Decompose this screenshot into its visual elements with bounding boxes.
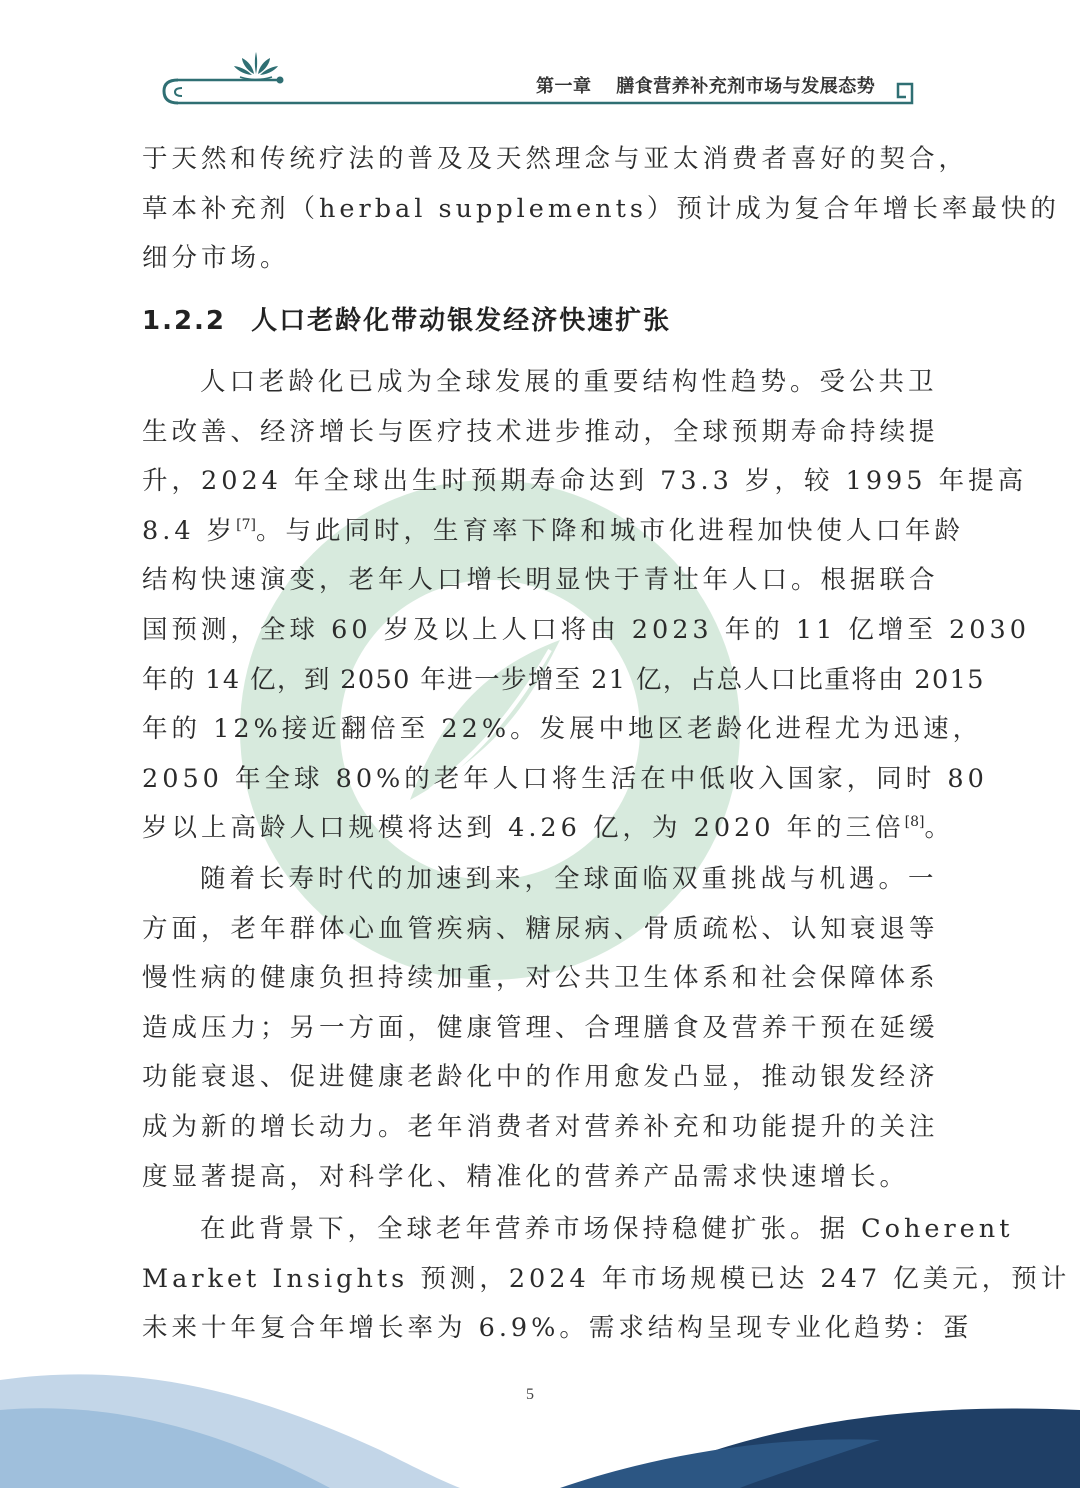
text-line: 细分市场。	[142, 243, 290, 274]
text-fragment: 8.4 岁	[142, 515, 237, 546]
text-line: 年的 12%接近翻倍至 22%。发展中地区老龄化进程尤为迅速，	[142, 714, 983, 745]
section-heading	[142, 300, 671, 337]
footer-wave-decoration	[0, 1340, 1080, 1488]
text-line: 人口老龄化已成为全球发展的重要结构性趋势。受公共卫	[200, 367, 938, 397]
intro-paragraph	[142, 135, 1060, 284]
text-line: 造成压力；另一方面，健康管理、合理膳食及营养干预在延缓	[142, 1012, 939, 1043]
text-line: 国预测，全球 60 岁及以上人口将由 2023 年的 11 亿增至 2030	[142, 614, 1030, 645]
text-line: 成为新的增长动力。老年消费者对营养补充和功能提升的关注	[142, 1111, 939, 1142]
text-line	[142, 804, 954, 854]
text-line: 生改善、经济增长与医疗技术进步推动，全球预期寿命持续提	[142, 416, 939, 447]
citation-ref: [7]	[236, 516, 257, 533]
text-line: 在此背景下，全球老年营养市场保持稳健扩张。据 Coherent	[200, 1214, 1014, 1244]
text-fragment: 。	[924, 813, 954, 844]
paragraph-aging-trend	[142, 358, 1030, 854]
page-number: 5	[526, 1386, 534, 1403]
text-line: Market Insights 预测，2024 年市场规模已达 247 亿美元，预计	[142, 1263, 1071, 1294]
section-number: 1.2.2	[142, 306, 227, 336]
text-line: 度显著提高，对科学化、精准化的营养产品需求快速增长。	[142, 1161, 910, 1192]
running-head	[536, 72, 896, 98]
citation-ref: [8]	[904, 814, 925, 831]
paragraph-longevity-challenges	[142, 855, 939, 1202]
text-line	[142, 507, 965, 557]
paragraph-senior-nutrition-market	[142, 1205, 1071, 1354]
chapter-number: 第一章	[536, 76, 592, 97]
text-line: 结构快速演变，老年人口增长明显快于青壮年人口。根据联合	[142, 565, 939, 596]
text-fragment: 。与此同时，生育率下降和城市化进程加快使人口年龄	[256, 515, 965, 546]
text-line: 草本补充剂（herbal supplements）预计成为复合年增长率最快的	[142, 193, 1060, 224]
header-ornament	[0, 0, 1080, 120]
chapter-title: 膳食营养补充剂市场与发展态势	[616, 76, 876, 97]
text-line: 方面，老年群体心血管疾病、糖尿病、骨质疏松、认知衰退等	[142, 913, 939, 944]
text-line: 慢性病的健康负担持续加重，对公共卫生体系和社会保障体系	[142, 963, 939, 994]
text-line: 升，2024 年全球出生时预期寿命达到 73.3 岁，较 1995 年提高	[142, 466, 1028, 497]
text-line: 年的 14 亿，到 2050 年进一步增至 21 亿，占总人口比重将由 2015	[142, 664, 985, 695]
lotus-icon	[234, 52, 278, 80]
text-line: 于天然和传统疗法的普及及天然理念与亚太消费者喜好的契合，	[142, 144, 969, 174]
text-line: 功能衰退、促进健康老龄化中的作用愈发凸显，推动银发经济	[142, 1062, 939, 1093]
text-line: 未来十年复合年增长率为 6.9%。需求结构呈现专业化趋势：蛋	[142, 1313, 973, 1344]
text-line: 2050 年全球 80%的老年人口将生活在中低收入国家，同时 80	[142, 763, 988, 794]
text-fragment: 岁以上高龄人口规模将达到 4.26 亿，为 2020 年的三倍	[142, 813, 905, 844]
text-line: 随着长寿时代的加速到来，全球面临双重挑战与机遇。一	[200, 864, 938, 894]
section-title: 人口老龄化带动银发经济快速扩张	[251, 306, 672, 336]
